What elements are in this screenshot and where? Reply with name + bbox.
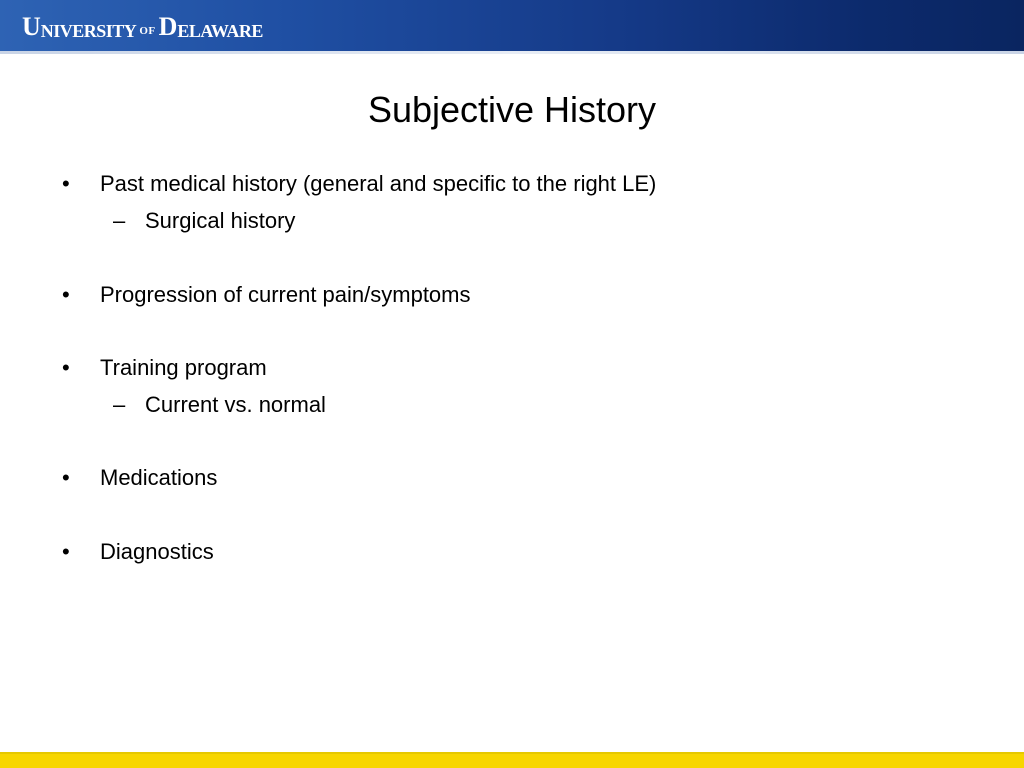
bullet-marker: • <box>62 355 70 380</box>
sub-bullet-marker: – <box>113 208 126 233</box>
bullet-marker: • <box>62 171 70 196</box>
bullet-text: Progression of current pain/symptoms <box>100 282 471 307</box>
logo-text-of: OF <box>139 25 156 37</box>
logo-text-elaware: ELAWARE <box>177 21 263 41</box>
footer-bar <box>0 754 1024 768</box>
bullet-item <box>62 171 656 197</box>
bullet-marker: • <box>62 282 70 307</box>
sub-bullet-item <box>113 392 326 418</box>
logo-text-niversity: NIVERSITY <box>40 21 137 41</box>
bullet-text: Diagnostics <box>100 539 214 564</box>
bullet-text: Past medical history (general and specific to the right LE) <box>100 171 657 196</box>
bullet-marker: • <box>62 539 70 564</box>
logo-letter-d: D <box>158 12 178 41</box>
bullet-item <box>62 282 471 308</box>
slide-title: Subjective History <box>367 89 657 130</box>
logo-letter-u: U <box>22 12 41 41</box>
sub-bullet-item <box>113 208 295 234</box>
bullet-item <box>62 355 267 381</box>
sub-bullet-marker: – <box>113 392 126 417</box>
bullet-item <box>62 539 214 565</box>
bullet-item <box>62 465 217 491</box>
bullet-text: Training program <box>100 355 267 380</box>
bullet-text: Medications <box>100 465 218 490</box>
sub-bullet-text: Surgical history <box>145 208 296 233</box>
sub-bullet-text: Current vs. normal <box>145 392 326 417</box>
bullet-marker: • <box>62 465 70 490</box>
